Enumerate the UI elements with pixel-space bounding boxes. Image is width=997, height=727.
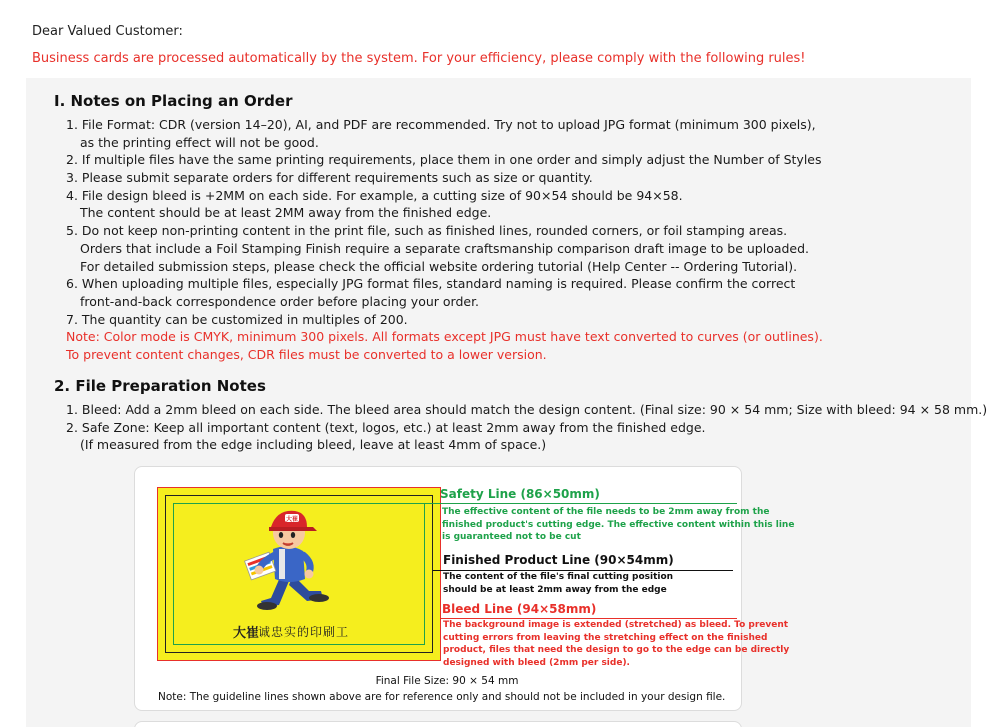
list-item: 1. Bleed: Add a 2mm bleed on each side. The bleed area should match the design content. (Final size: 90 × 54 mm; Size with bleed: 94 × 58 mm.) — [66, 402, 988, 417]
preparation-notes-list — [66, 401, 987, 454]
description-line: finished product's cutting edge. The effective content within this line — [442, 519, 795, 530]
safety-line-description — [442, 506, 794, 544]
list-item: Orders that include a Foil Stamping Finish require a separate craftsmanship comparison draft image to be uploaded. — [80, 240, 810, 256]
list-item: as the printing effect will not be good. — [80, 134, 319, 150]
list-item: 6. When uploading multiple files, especially JPG format files, standard naming is required. Please confirm the correct — [66, 276, 796, 292]
greeting: Dear Valued Customer: — [32, 24, 183, 39]
list-item: 3. Please submit separate orders for different requirements such as size or quantity. — [66, 170, 593, 186]
list-item: 2. If multiple files have the same printing requirements, place them in one order and simply adjust the Number of Styles — [66, 152, 822, 168]
order-notes-list — [66, 116, 823, 364]
description-line: The content of the file's final cutting position — [443, 572, 674, 582]
brand-slogan: 诚忠实的印刷工 — [258, 625, 350, 639]
brand-name: 大崔 — [233, 626, 260, 641]
list-item: For detailed submission steps, please check the official website ordering tutorial (Help Center -- Ordering Tutorial). — [80, 258, 798, 274]
guideline-note: Note: The guideline lines shown above are for reference only and should not be included in your design file. — [158, 691, 726, 703]
list-item: 1. File Format: CDR (version 14–20), AI, and PDF are recommended. Try not to upload JPG format (minimum 300 pixels), — [66, 117, 816, 132]
list-item: 7. The quantity can be customized in multiples of 200. — [66, 311, 408, 327]
finished-line-title: Finished Product Line (90×54mm) — [443, 553, 674, 567]
list-item: front-and-back correspondence order before placing your order. — [80, 293, 480, 309]
bleed-line-description — [443, 619, 789, 669]
description-line: product, files that need the design to go to the edge can be directly — [443, 645, 790, 655]
safety-line-marker — [425, 503, 737, 504]
next-card-edge — [134, 721, 742, 727]
description-line: designed with bleed (2mm per side). — [443, 657, 630, 668]
description-line: is guaranteed not to be cut — [442, 532, 581, 542]
section-title-preparation: 2. File Preparation Notes — [54, 377, 266, 395]
description-line: The effective content of the file needs to be 2mm away from the — [442, 507, 770, 517]
safety-line-title: Safety Line (86×50mm) — [440, 487, 600, 501]
section-title-order: I. Notes on Placing an Order — [54, 92, 293, 110]
bleed-line-title: Bleed Line (94×58mm) — [442, 602, 597, 616]
cap-badge-text: 大崔 — [286, 516, 299, 523]
list-item: 5. Do not keep non-printing content in the print file, such as finished lines, rounded corners, or foil stamping areas. — [66, 223, 788, 239]
list-item: 2. Safe Zone: Keep all important content (text, logos, etc.) at least 2mm away from the finished edge. — [66, 419, 706, 435]
note-line: To prevent content changes, CDR files must be converted to a lower version. — [66, 346, 547, 362]
description-line: should be at least 2mm away from the edge — [443, 584, 667, 595]
description-line: cutting errors from leaving the stretching effect on the finished — [443, 632, 768, 643]
finished-line-description — [443, 571, 673, 596]
final-size-label: Final File Size: 90 × 54 mm — [375, 675, 519, 687]
description-line: The background image is extended (stretched) as bleed. To prevent — [443, 620, 789, 630]
list-item: 4. File design bleed is +2MM on each side. For example, a cutting size of 90×54 should be 94×58. — [66, 187, 683, 203]
list-item: The content should be at least 2MM away from the finished edge. — [80, 205, 492, 221]
list-item: (If measured from the edge including bleed, leave at least 4mm of space.) — [80, 437, 547, 453]
rules-intro: Business cards are processed automatically by the system. For your efficiency, please comply with the following rules! — [32, 51, 806, 66]
note-line: Note: Color mode is CMYK, minimum 300 pixels. All formats except JPG must have text converted to curves (or outlines). — [66, 329, 823, 345]
